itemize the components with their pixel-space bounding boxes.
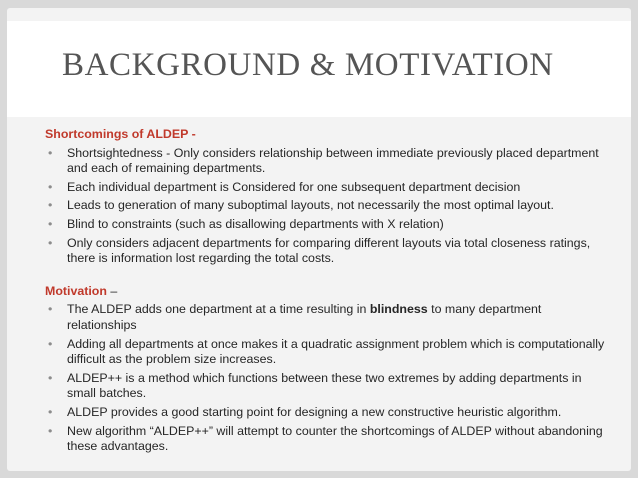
bullet-icon: • — [48, 179, 53, 194]
list-item-text: Blind to constraints (such as disallowing departments with X relation) — [67, 216, 444, 231]
text-run: to many department relationships — [67, 302, 542, 332]
motivation-list — [45, 302, 605, 454]
bullet-icon: • — [48, 235, 53, 250]
list-item — [45, 302, 605, 333]
motivation-heading — [45, 284, 605, 300]
list-item — [45, 337, 605, 368]
list-item — [45, 217, 605, 233]
motivation-heading-dash: – — [106, 283, 118, 298]
bullet-icon: • — [48, 336, 53, 351]
motivation-heading-label: Motivation — [45, 283, 107, 298]
bullet-icon: • — [48, 302, 53, 317]
list-item-text — [67, 302, 541, 332]
list-item — [45, 405, 605, 421]
list-item — [45, 146, 605, 177]
shortcomings-heading: Shortcomings of ALDEP - — [45, 127, 196, 141]
list-item — [45, 371, 605, 402]
slide-title: BACKGROUND & MOTIVATION — [62, 47, 554, 83]
list-item-text: Each individual department is Considered for one subsequent department decision — [67, 179, 521, 194]
list-item — [45, 236, 605, 267]
list-item — [45, 180, 605, 196]
list-item — [45, 424, 605, 455]
list-item-text: Only considers adjacent departments for comparing different layouts via total closeness ratings, there is information lost regarding the total costs. — [67, 235, 591, 266]
list-item — [45, 198, 605, 214]
list-item-text: ALDEP++ is a method which functions between these two extremes by adding departments in small batches. — [67, 370, 582, 401]
list-item-text: New algorithm “ALDEP++” will attempt to counter the shortcomings of ALDEP without abandoning these advantages. — [67, 423, 603, 454]
bullet-icon: • — [48, 404, 53, 419]
bullet-icon: • — [48, 145, 53, 160]
slide — [7, 8, 631, 471]
list-item-text: Leads to generation of many suboptimal layouts, not necessarily the most optimal layout. — [67, 198, 554, 213]
bullet-icon: • — [48, 198, 53, 213]
list-item-text: Shortsightedness - Only considers relationship between immediate previously placed department and each of remaining departments. — [67, 145, 599, 176]
bullet-icon: • — [48, 216, 53, 231]
bullet-icon: • — [48, 370, 53, 385]
list-item-text: Adding all departments at once makes it a quadratic assignment problem which is computationally difficult as the problem size increases. — [67, 336, 605, 367]
bullet-icon: • — [48, 423, 53, 438]
slide-body — [45, 127, 605, 458]
shortcomings-list — [45, 146, 605, 267]
list-item-text: ALDEP provides a good starting point for designing a new constructive heuristic algorithm. — [67, 404, 562, 419]
text-run: The ALDEP adds one department at a time resulting in — [67, 302, 370, 317]
emphasis-text: blindness — [369, 302, 428, 317]
